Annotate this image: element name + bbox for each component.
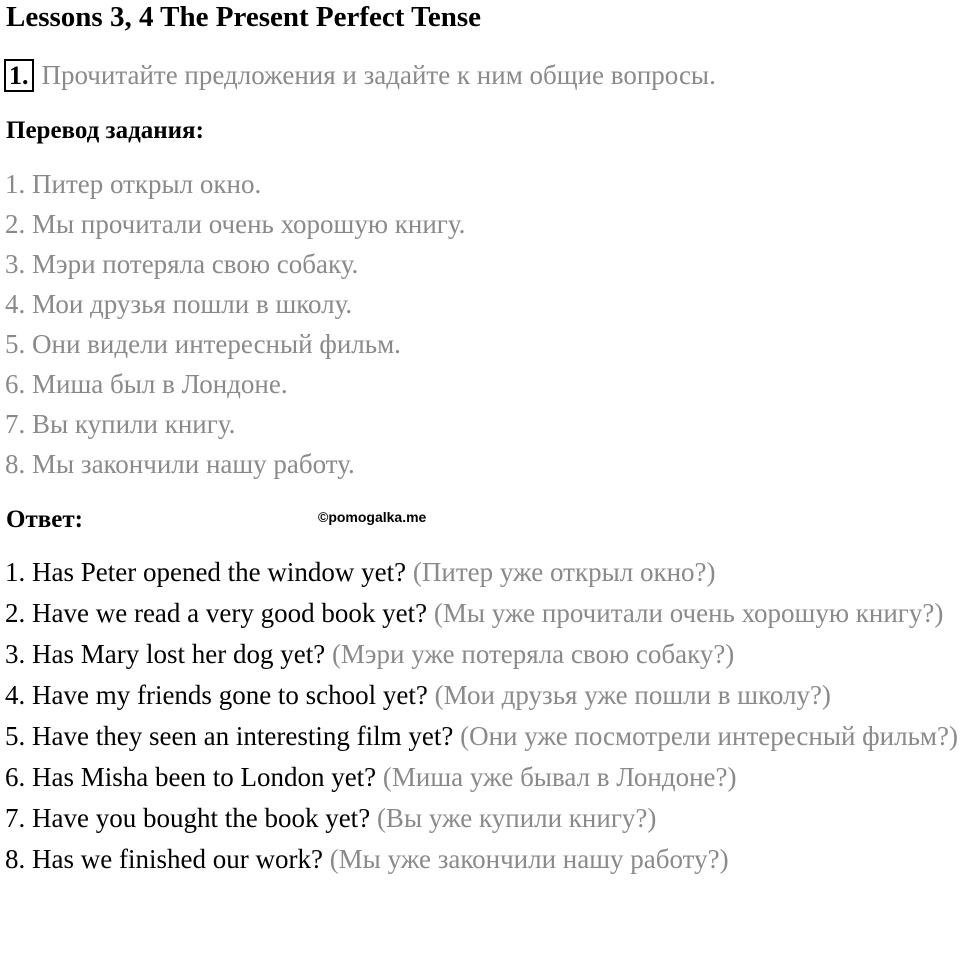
answer-item: [5, 593, 960, 634]
translation-list: [5, 164, 465, 484]
answer-translation: (Они уже посмотрели интересный фильм?): [460, 721, 958, 751]
answer-list: [5, 552, 960, 880]
task-row: [4, 59, 716, 95]
page-title: Lessons 3, 4 The Present Perfect Tense: [6, 1, 481, 33]
answer-translation: (Миша уже бывал в Лондоне?): [382, 762, 737, 792]
task-instruction: Прочитайте предложения и задайте к ним общие вопросы.: [41, 60, 716, 90]
answer-question: 5. Have they seen an interesting film yet?: [5, 721, 454, 751]
answer-item: [5, 839, 960, 880]
translation-item: 3. Мэри потеряла свою собаку.: [5, 249, 359, 279]
answer-translation: (Мэри уже потеряла свою собаку?): [331, 639, 735, 669]
answer-translation: (Мои друзья уже пошли в школу?): [434, 680, 831, 710]
answer-translation: (Мы уже прочитали очень хорошую книгу?): [433, 598, 944, 628]
answer-question: 8. Has we finished our work?: [5, 844, 323, 874]
answer-question: 1. Has Peter opened the window yet?: [5, 557, 407, 587]
watermark: ©pomogalka.me: [318, 509, 427, 525]
translation-item: 2. Мы прочитали очень хорошую книгу.: [5, 209, 466, 239]
answer-question: 2. Have we read a very good book yet?: [5, 598, 428, 628]
translation-item: 5. Они видели интересный фильм.: [5, 329, 401, 359]
translation-item: 1. Питер открыл окно.: [5, 169, 262, 199]
answer-item: [5, 552, 960, 593]
answer-item: [5, 634, 960, 675]
translation-item: 6. Миша был в Лондоне.: [5, 369, 288, 399]
answer-question: 7. Have you bought the book yet?: [5, 803, 371, 833]
translation-item: 8. Мы закончили нашу работу.: [5, 449, 355, 479]
translation-item: 7. Вы купили книгу.: [5, 409, 236, 439]
translation-item: 4. Мои друзья пошли в школу.: [5, 289, 353, 319]
task-number: 1.: [4, 59, 34, 92]
answer-translation: (Вы уже купили книгу?): [376, 803, 657, 833]
answer-item: [5, 675, 960, 716]
translation-heading: Перевод задания:: [6, 117, 204, 144]
answer-item: [5, 798, 960, 839]
answer-translation: (Мы уже закончили нашу работу?): [329, 844, 729, 874]
answer-question: 3. Has Mary lost her dog yet?: [5, 639, 326, 669]
answer-question: 4. Have my friends gone to school yet?: [5, 680, 428, 710]
answer-translation: (Питер уже открыл окно?): [412, 557, 716, 587]
answer-item: [5, 716, 960, 757]
answer-heading: Ответ:: [6, 506, 83, 533]
answer-question: 6. Has Misha been to London yet?: [5, 762, 377, 792]
answer-item: [5, 757, 960, 798]
